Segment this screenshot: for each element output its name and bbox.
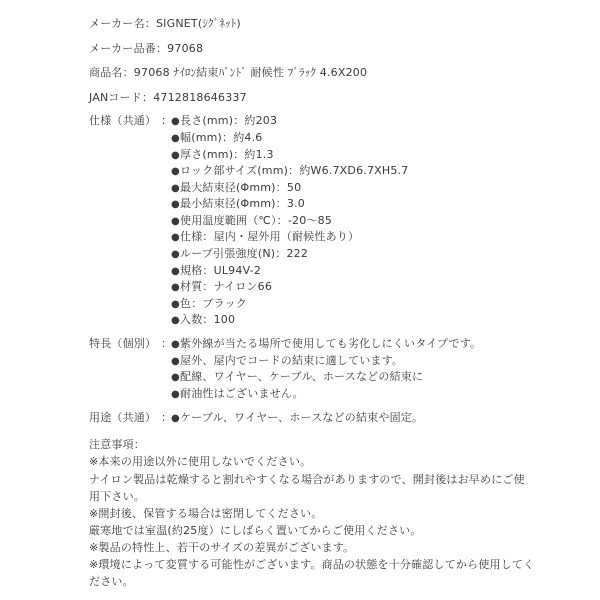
note-line: ださい。 xyxy=(89,575,134,588)
specs-colon: ： xyxy=(161,114,173,127)
product-name: 商品名：97068 ﾅｲﾛﾝ結束ﾊﾞﾝﾄﾞ 耐候性 ﾌﾞﾗｯｸ 4.6X200 xyxy=(89,66,368,79)
bullet-icon: ● xyxy=(171,166,180,177)
feature-item: ●屋外、屋内でコードの結束に適しています。 xyxy=(171,354,404,367)
bullet-icon: ● xyxy=(171,249,180,260)
note-line: ※本来の用途以外に使用しないでください。 xyxy=(89,455,312,468)
spec-item: ●長さ(mm)：約203 xyxy=(171,114,278,127)
jan-code: JANコード：4712818646337 xyxy=(89,91,247,104)
notes-heading: 注意事項： xyxy=(89,438,145,451)
feature-item: ●耐油性はございません。 xyxy=(171,387,304,400)
bullet-icon: ● xyxy=(171,413,180,424)
spec-item: ●入数：100 xyxy=(171,313,236,326)
bullet-icon: ● xyxy=(171,372,180,383)
maker-part-number: メーカー品番：97068 xyxy=(89,42,204,55)
bullet-icon: ● xyxy=(171,199,180,210)
note-line: 厳寒地では室温(約25度）にしばらく置いてからご使用ください。 xyxy=(89,524,422,537)
feature-item: ●配線、ワイヤー、ケーブル、ホースなどの結束に xyxy=(171,370,424,383)
bullet-icon: ● xyxy=(171,315,180,326)
spec-item: ●幅(mm)：約4.6 xyxy=(171,131,263,144)
spec-item: ●厚さ(mm)：約1.3 xyxy=(171,148,274,161)
features-colon: ： xyxy=(161,337,173,350)
spec-item: ●規格：UL94V-2 xyxy=(171,264,262,277)
usage-colon: ： xyxy=(161,411,173,424)
note-line: ※開封後、保管する場合は密閉してください。 xyxy=(89,507,323,520)
bullet-icon: ● xyxy=(171,150,180,161)
usage-item: ●ケーブル、ワイヤー、ホースなどの結束や固定。 xyxy=(171,411,424,424)
spec-item: ●色：ブラック xyxy=(171,297,247,310)
bullet-icon: ● xyxy=(171,339,180,350)
bullet-icon: ● xyxy=(171,389,180,400)
note-line: 用下さい。 xyxy=(89,490,145,503)
bullet-icon: ● xyxy=(171,116,180,127)
feature-item: ●紫外線が当たる場所で使用しても劣化しにくいタイプです。 xyxy=(171,337,482,350)
specs-label: 仕様（共通） xyxy=(89,114,157,127)
note-line: ナイロン製品は乾燥すると割れやすくなる場合がありますので、開封後はお早めにご使 xyxy=(89,473,525,486)
note-line: ※製品の特性上、若干のサイズの差異がございます。 xyxy=(89,541,355,554)
maker-name: メーカー名：SIGNET(ｼｸﾞﾈｯﾄ) xyxy=(89,17,241,30)
spec-item: ●最小結束径(Φmm)：3.0 xyxy=(171,197,305,210)
note-line: ※環境によって変質する可能性がございます。商品の状態を十分確認してから使用してく xyxy=(89,558,535,571)
bullet-icon: ● xyxy=(171,282,180,293)
bullet-icon: ● xyxy=(171,299,180,310)
spec-item: ●使用温度範囲（℃）：-20～85 xyxy=(171,214,333,227)
spec-item: ●仕様：屋内・屋外用（耐候性あり） xyxy=(171,230,360,243)
spec-item: ●最大結束径(Φmm)：50 xyxy=(171,181,302,194)
features-label: 特長（個別） xyxy=(89,337,157,350)
spec-item: ●ループ引張強度(N)：222 xyxy=(171,247,309,260)
bullet-icon: ● xyxy=(171,216,180,227)
bullet-icon: ● xyxy=(171,356,180,367)
bullet-icon: ● xyxy=(171,183,180,194)
usage-label: 用途（共通） xyxy=(89,411,157,424)
bullet-icon: ● xyxy=(171,232,180,243)
spec-item: ●材質：ナイロン66 xyxy=(171,280,273,293)
spec-item: ●ロック部サイズ(mm)：約W6.7XD6.7XH5.7 xyxy=(171,164,409,177)
bullet-icon: ● xyxy=(171,133,180,144)
bullet-icon: ● xyxy=(171,266,180,277)
